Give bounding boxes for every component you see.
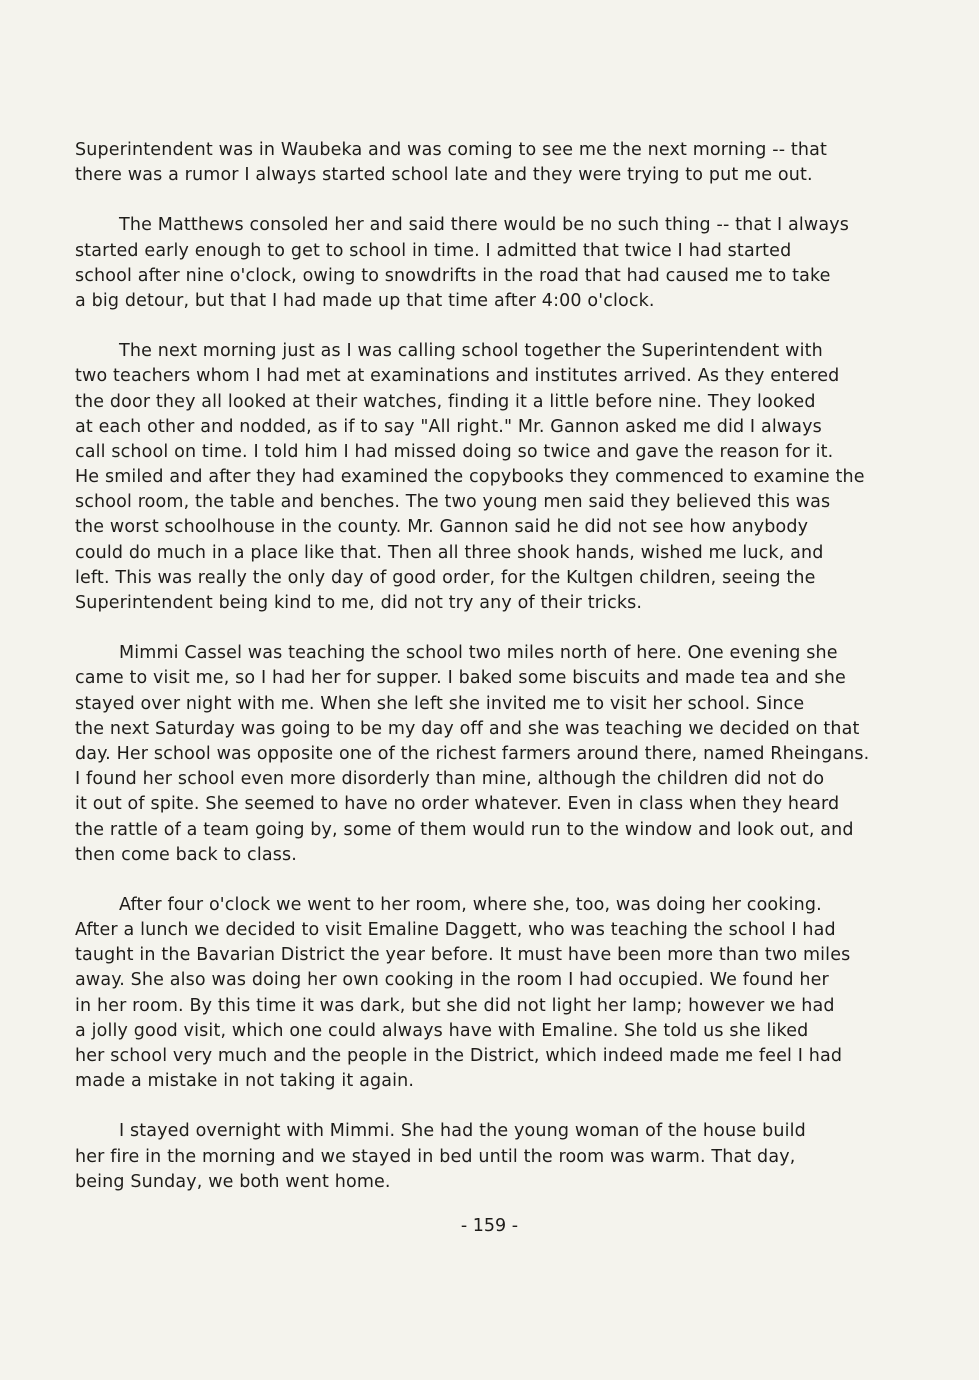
text-line: Superintendent was in Waubeka and was coming to see me the next morning -- that <box>75 140 828 160</box>
text-line: a big detour, but that I had made up that time after 4:00 o'clock. <box>75 290 655 311</box>
text-line: her fire in the morning and we stayed in bed until the room was warm. That day, <box>75 1146 796 1167</box>
text-line: the door they all looked at their watches, finding it a little before nine. They looked <box>75 391 816 412</box>
paragraph <box>75 1119 917 1195</box>
paragraph <box>75 213 917 314</box>
text-line: Superintendent being kind to me, did not try any of their tricks. <box>75 593 643 613</box>
text-line: it out of spite. She seemed to have no order whatever. Even in class when they heard <box>75 794 840 815</box>
text-line: stayed over night with me. When she left she invited me to visit her school. Since <box>75 693 805 714</box>
text-line: at each other and nodded, as if to say "All right." Mr. Gannon asked me did I always <box>75 416 822 437</box>
text-line: her school very much and the people in the District, which indeed made me feel I had <box>75 1046 843 1066</box>
text-line: I stayed overnight with Mimmi. She had the young woman of the house build <box>119 1121 806 1142</box>
text-line: taught in the Bavarian District the year before. It must have been more than two miles <box>75 945 851 966</box>
text-line: The Matthews consoled her and said there would be no such thing -- that I always <box>119 215 850 236</box>
text-line: two teachers whom I had met at examinations and institutes arrived. As they entered <box>75 366 840 387</box>
text-line: Mimmi Cassel was teaching the school two miles north of here. One evening she <box>119 643 838 664</box>
text-line: After a lunch we decided to visit Emaline Daggett, who was teaching the school I had <box>75 920 836 941</box>
text-line: day. Her school was opposite one of the richest farmers around there, named Rheingans. <box>75 743 870 764</box>
text-line: a jolly good visit, which one could always have with Emaline. She told us she liked <box>75 1020 809 1041</box>
text-line: call school on time. I told him I had missed doing so twice and gave the reason for it. <box>75 441 834 462</box>
text-line: He smiled and after they had examined the copybooks they commenced to examine the <box>75 467 865 488</box>
text-line: the next Saturday was going to be my day off and she was teaching we decided on that <box>75 718 860 739</box>
text-line: then come back to class. <box>75 844 297 865</box>
text-line: the worst schoolhouse in the county. Mr. Gannon said he did not see how anybody <box>75 517 809 538</box>
text-line: being Sunday, we both went home. <box>75 1171 391 1192</box>
text-line: The next morning just as I was calling school together the Superintendent with <box>119 341 823 362</box>
text-line: there was a rumor I always started school late and they were trying to put me out. <box>75 165 813 186</box>
text-line: school after nine o'clock, owing to snowdrifts in the road that had caused me to take <box>75 265 831 286</box>
text-line: the rattle of a team going by, some of them would run to the window and look out, and <box>75 819 854 840</box>
text-line: made a mistake in not taking it again. <box>75 1071 415 1092</box>
paragraph <box>75 641 917 868</box>
paragraph <box>75 339 917 616</box>
paragraph <box>75 138 917 188</box>
text-line: I found her school even more disorderly than mine, although the children did not do <box>75 769 825 790</box>
text-line: After four o'clock we went to her room, where she, too, was doing her cooking. <box>119 894 822 915</box>
page-number: - 159 - <box>460 1216 519 1236</box>
text-line: away. She also was doing her own cooking in the room I had occupied. We found her <box>75 970 829 991</box>
text-line: came to visit me, so I had her for supper. I baked some biscuits and made tea and she <box>75 668 846 689</box>
paragraph <box>75 893 917 1095</box>
text-line: left. This was really the only day of good order, for the Kultgen children, seeing the <box>75 567 816 588</box>
text-line: started early enough to get to school in time. I admitted that twice I had started <box>75 240 792 261</box>
text-line: school room, the table and benches. The two young men said they believed this was <box>75 492 831 513</box>
text-line: in her room. By this time it was dark, but she did not light her lamp; however we had <box>75 995 835 1016</box>
body-text <box>75 138 917 1220</box>
text-line: could do much in a place like that. Then all three shook hands, wished me luck, and <box>75 542 824 563</box>
